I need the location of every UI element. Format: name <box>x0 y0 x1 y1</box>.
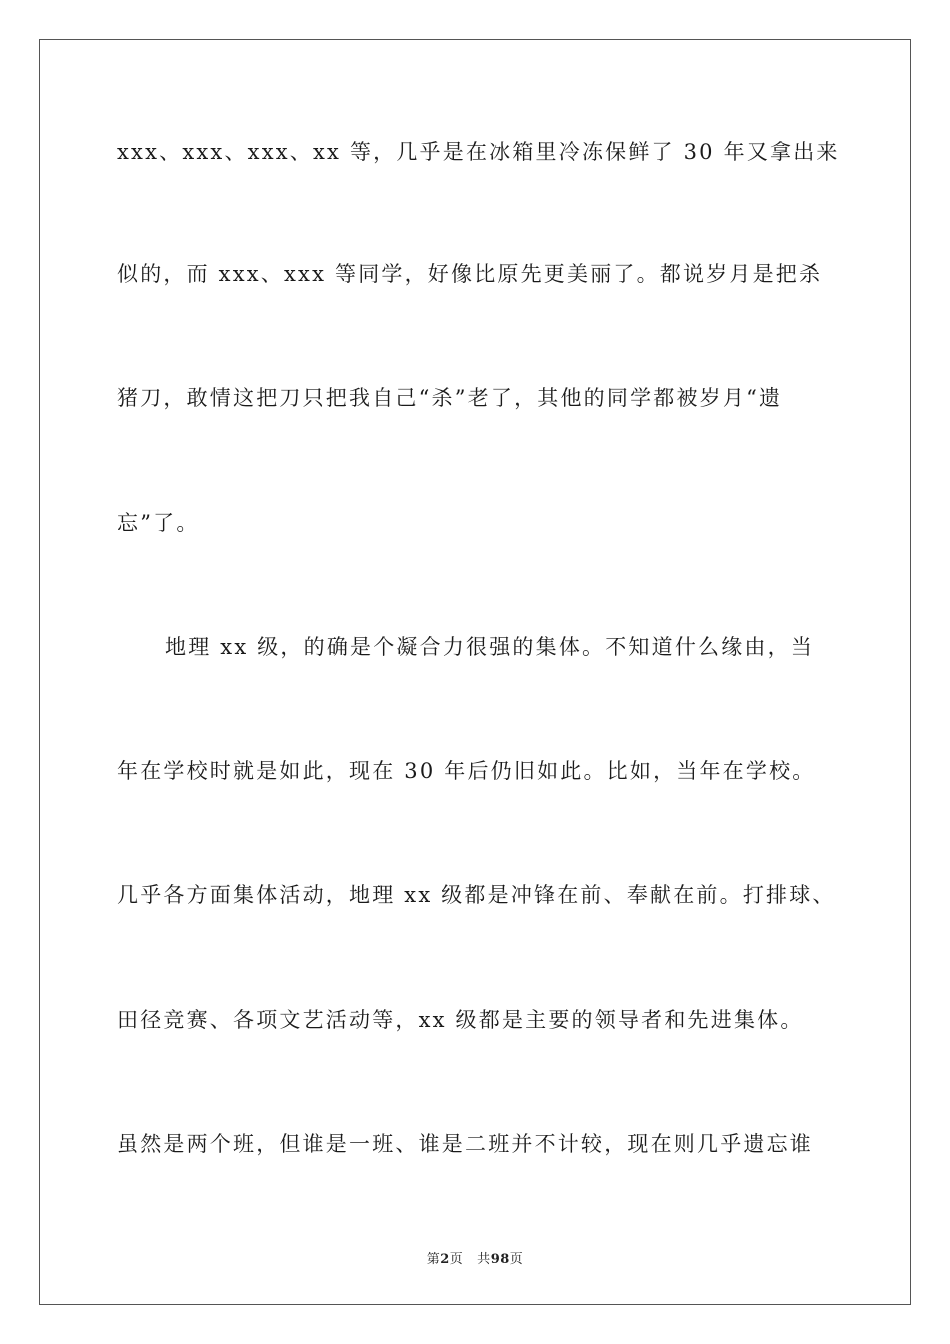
text-line-3: 猪刀，敢情这把刀只把我自己“杀”老了，其他的同学都被岁月“遗 <box>117 386 783 410</box>
total-prefix: 共 <box>477 1252 491 1267</box>
text-line-2: 似的，而 xxx、xxx 等同学，好像比原先更美丽了。都说岁月是把杀 <box>117 262 823 286</box>
page-footer <box>0 1248 950 1267</box>
text-line-6: 年在学校时就是如此，现在 30 年后仍旧如此。比如，当年在学校。 <box>117 759 816 783</box>
page-current: 2 <box>440 1252 450 1267</box>
page-border <box>39 39 911 1305</box>
total-pages: 98 <box>490 1252 510 1267</box>
text-line-8: 田径竞赛、各项文艺活动等，xx 级都是主要的领导者和先进集体。 <box>117 1008 804 1032</box>
page-prefix: 第 <box>426 1252 441 1267</box>
text-line-7: 几乎各方面集体活动，地理 xx 级都是冲锋在前、奉献在前。打排球、 <box>117 883 836 907</box>
page-suffix: 页 <box>449 1252 464 1267</box>
total-suffix: 页 <box>509 1252 524 1267</box>
paragraph-first-line: 地理 xx 级，的确是个凝合力很强的集体。不知道什么缘由，当 <box>165 635 815 659</box>
text-line-9: 虽然是两个班，但谁是一班、谁是二班并不计较，现在则几乎遗忘谁 <box>117 1132 813 1156</box>
text-line-1: xxx、xxx、xxx、xx 等，几乎是在冰箱里冷冻保鲜了 30 年又拿出来 <box>117 140 840 164</box>
text-line-4: 忘”了。 <box>117 511 200 535</box>
